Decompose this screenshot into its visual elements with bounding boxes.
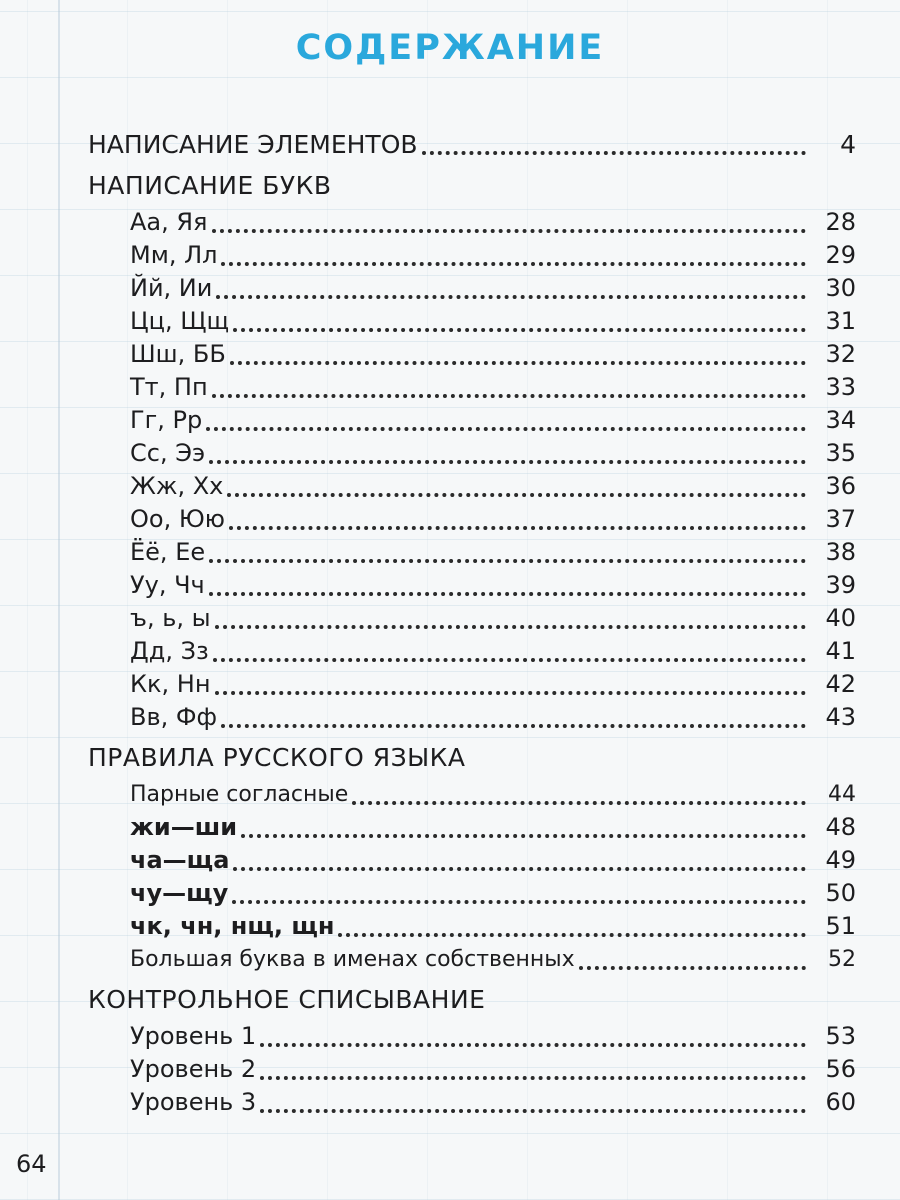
dot-leader bbox=[209, 592, 806, 596]
dot-leader bbox=[260, 1109, 806, 1113]
toc-entry-page: 49 bbox=[825, 846, 856, 874]
toc-entry-page: 33 bbox=[825, 373, 856, 401]
toc-entry bbox=[88, 503, 856, 536]
toc-entry-page: 37 bbox=[825, 505, 856, 533]
toc-entry-label: Шш, ББ bbox=[130, 340, 226, 368]
margin-line bbox=[58, 0, 60, 1200]
toc-entry-label: Уровень 1 bbox=[130, 1022, 257, 1050]
dot-leader bbox=[221, 262, 806, 266]
toc-entry bbox=[88, 536, 856, 569]
toc-entry-label: Оо, Юю bbox=[130, 505, 225, 533]
toc-entry bbox=[88, 1086, 856, 1119]
table-of-contents bbox=[88, 124, 856, 1119]
toc-entry bbox=[88, 1053, 856, 1086]
toc-entry-page: 56 bbox=[825, 1055, 856, 1083]
dot-leader bbox=[216, 295, 806, 299]
toc-entry-label: Йй, Ии bbox=[130, 274, 213, 302]
toc-entry-label: Кк, Нн bbox=[130, 670, 211, 698]
toc-entry-page: 34 bbox=[825, 406, 856, 434]
dot-leader bbox=[209, 460, 806, 464]
toc-entry-page: 36 bbox=[825, 472, 856, 500]
toc-entry-label: Вв, Фф bbox=[130, 703, 218, 731]
toc-entry-label: Парные согласные bbox=[130, 782, 349, 807]
toc-entry bbox=[88, 910, 856, 943]
toc-entry bbox=[88, 602, 856, 635]
toc-entry-label: Сс, Ээ bbox=[130, 439, 206, 467]
toc-entry bbox=[88, 943, 856, 976]
dot-leader bbox=[206, 427, 806, 431]
toc-entry bbox=[88, 272, 856, 305]
toc-entry-label: ча—ща bbox=[130, 846, 230, 874]
toc-entry bbox=[88, 371, 856, 404]
toc-entry bbox=[88, 239, 856, 272]
toc-section-title: КОНТРОЛЬНОЕ СПИСЫВАНИЕ bbox=[88, 985, 486, 1014]
toc-entry bbox=[88, 569, 856, 602]
dot-leader bbox=[229, 526, 806, 530]
toc-entry bbox=[88, 338, 856, 371]
toc-entry-page: 41 bbox=[825, 637, 856, 665]
toc-entry-page: 30 bbox=[825, 274, 856, 302]
toc-entry-page: 39 bbox=[825, 571, 856, 599]
toc-entry-page: 60 bbox=[825, 1088, 856, 1116]
dot-leader bbox=[241, 834, 806, 838]
toc-entry-page: 52 bbox=[828, 947, 856, 972]
toc-entry-label: чк, чн, нщ, щн bbox=[130, 912, 335, 940]
toc-entry bbox=[88, 844, 856, 877]
dot-leader bbox=[579, 966, 806, 970]
dot-leader bbox=[352, 801, 806, 805]
dot-leader bbox=[422, 151, 806, 155]
dot-leader bbox=[233, 867, 806, 871]
dot-leader bbox=[232, 900, 806, 904]
toc-entry-page: 44 bbox=[828, 782, 856, 807]
toc-entry-page: 28 bbox=[825, 208, 856, 236]
toc-entry-label: Уу, Чч bbox=[130, 571, 205, 599]
dot-leader bbox=[213, 658, 806, 662]
dot-leader bbox=[212, 394, 806, 398]
dot-leader bbox=[215, 691, 806, 695]
toc-entry bbox=[88, 1020, 856, 1053]
toc-entry-label: ъ, ь, ы bbox=[130, 604, 211, 632]
dot-leader bbox=[233, 328, 806, 332]
dot-leader bbox=[260, 1076, 806, 1080]
page-title: СОДЕРЖАНИЕ bbox=[295, 28, 605, 68]
toc-entry-page: 35 bbox=[825, 439, 856, 467]
toc-entry-page: 53 bbox=[825, 1022, 856, 1050]
toc-entry-page: 50 bbox=[825, 879, 856, 907]
toc-entry-label: чу—щу bbox=[130, 879, 229, 907]
toc-entry-label: Жж, Хх bbox=[130, 472, 224, 500]
dot-leader bbox=[338, 933, 806, 937]
dot-leader bbox=[230, 361, 806, 365]
toc-entry-page: 32 bbox=[825, 340, 856, 368]
toc-section-title: ПРАВИЛА РУССКОГО ЯЗЫКА bbox=[88, 743, 466, 772]
toc-entry-label: НАПИСАНИЕ ЭЛЕМЕНТОВ bbox=[88, 130, 418, 159]
toc-entry-page: 48 bbox=[825, 813, 856, 841]
toc-entry bbox=[88, 470, 856, 503]
toc-entry bbox=[88, 437, 856, 470]
toc-entry-elements bbox=[88, 124, 856, 166]
page-number: 64 bbox=[16, 1150, 47, 1178]
toc-entry bbox=[88, 305, 856, 338]
toc-entry bbox=[88, 811, 856, 844]
toc-entry-label: Цц, Щщ bbox=[130, 307, 230, 335]
toc-entry-page: 38 bbox=[825, 538, 856, 566]
toc-entry bbox=[88, 206, 856, 239]
toc-entry bbox=[88, 635, 856, 668]
toc-entry-page: 43 bbox=[825, 703, 856, 731]
toc-entry-label: Тт, Пп bbox=[130, 373, 208, 401]
dot-leader bbox=[212, 229, 807, 233]
toc-entry bbox=[88, 404, 856, 437]
dot-leader bbox=[221, 724, 806, 728]
toc-entry-page: 4 bbox=[840, 130, 856, 159]
toc-entry bbox=[88, 877, 856, 910]
toc-entry-label: жи—ши bbox=[130, 813, 238, 841]
dot-leader bbox=[260, 1043, 806, 1047]
toc-entry-label: Дд, Зз bbox=[130, 637, 209, 665]
toc-entry-page: 51 bbox=[825, 912, 856, 940]
dot-leader bbox=[227, 493, 806, 497]
toc-entry-page: 31 bbox=[825, 307, 856, 335]
toc-section-title: НАПИСАНИЕ БУКВ bbox=[88, 171, 332, 200]
toc-entry-label: Ёё, Ее bbox=[130, 538, 206, 566]
toc-entry-label: Мм, Лл bbox=[130, 241, 218, 269]
dot-leader bbox=[215, 625, 806, 629]
toc-entry-label: Большая буква в именах собственных bbox=[130, 947, 575, 972]
toc-entry bbox=[88, 668, 856, 701]
toc-entry-label: Аа, Яя bbox=[130, 208, 208, 236]
dot-leader bbox=[209, 559, 806, 563]
toc-entry-label: Уровень 2 bbox=[130, 1055, 257, 1083]
toc-entry bbox=[88, 701, 856, 734]
toc-entry-page: 29 bbox=[825, 241, 856, 269]
toc-entry bbox=[88, 778, 856, 811]
toc-entry-label: Уровень 3 bbox=[130, 1088, 257, 1116]
toc-entry-label: Гг, Рр bbox=[130, 406, 203, 434]
toc-entry-page: 40 bbox=[825, 604, 856, 632]
toc-entry-page: 42 bbox=[825, 670, 856, 698]
